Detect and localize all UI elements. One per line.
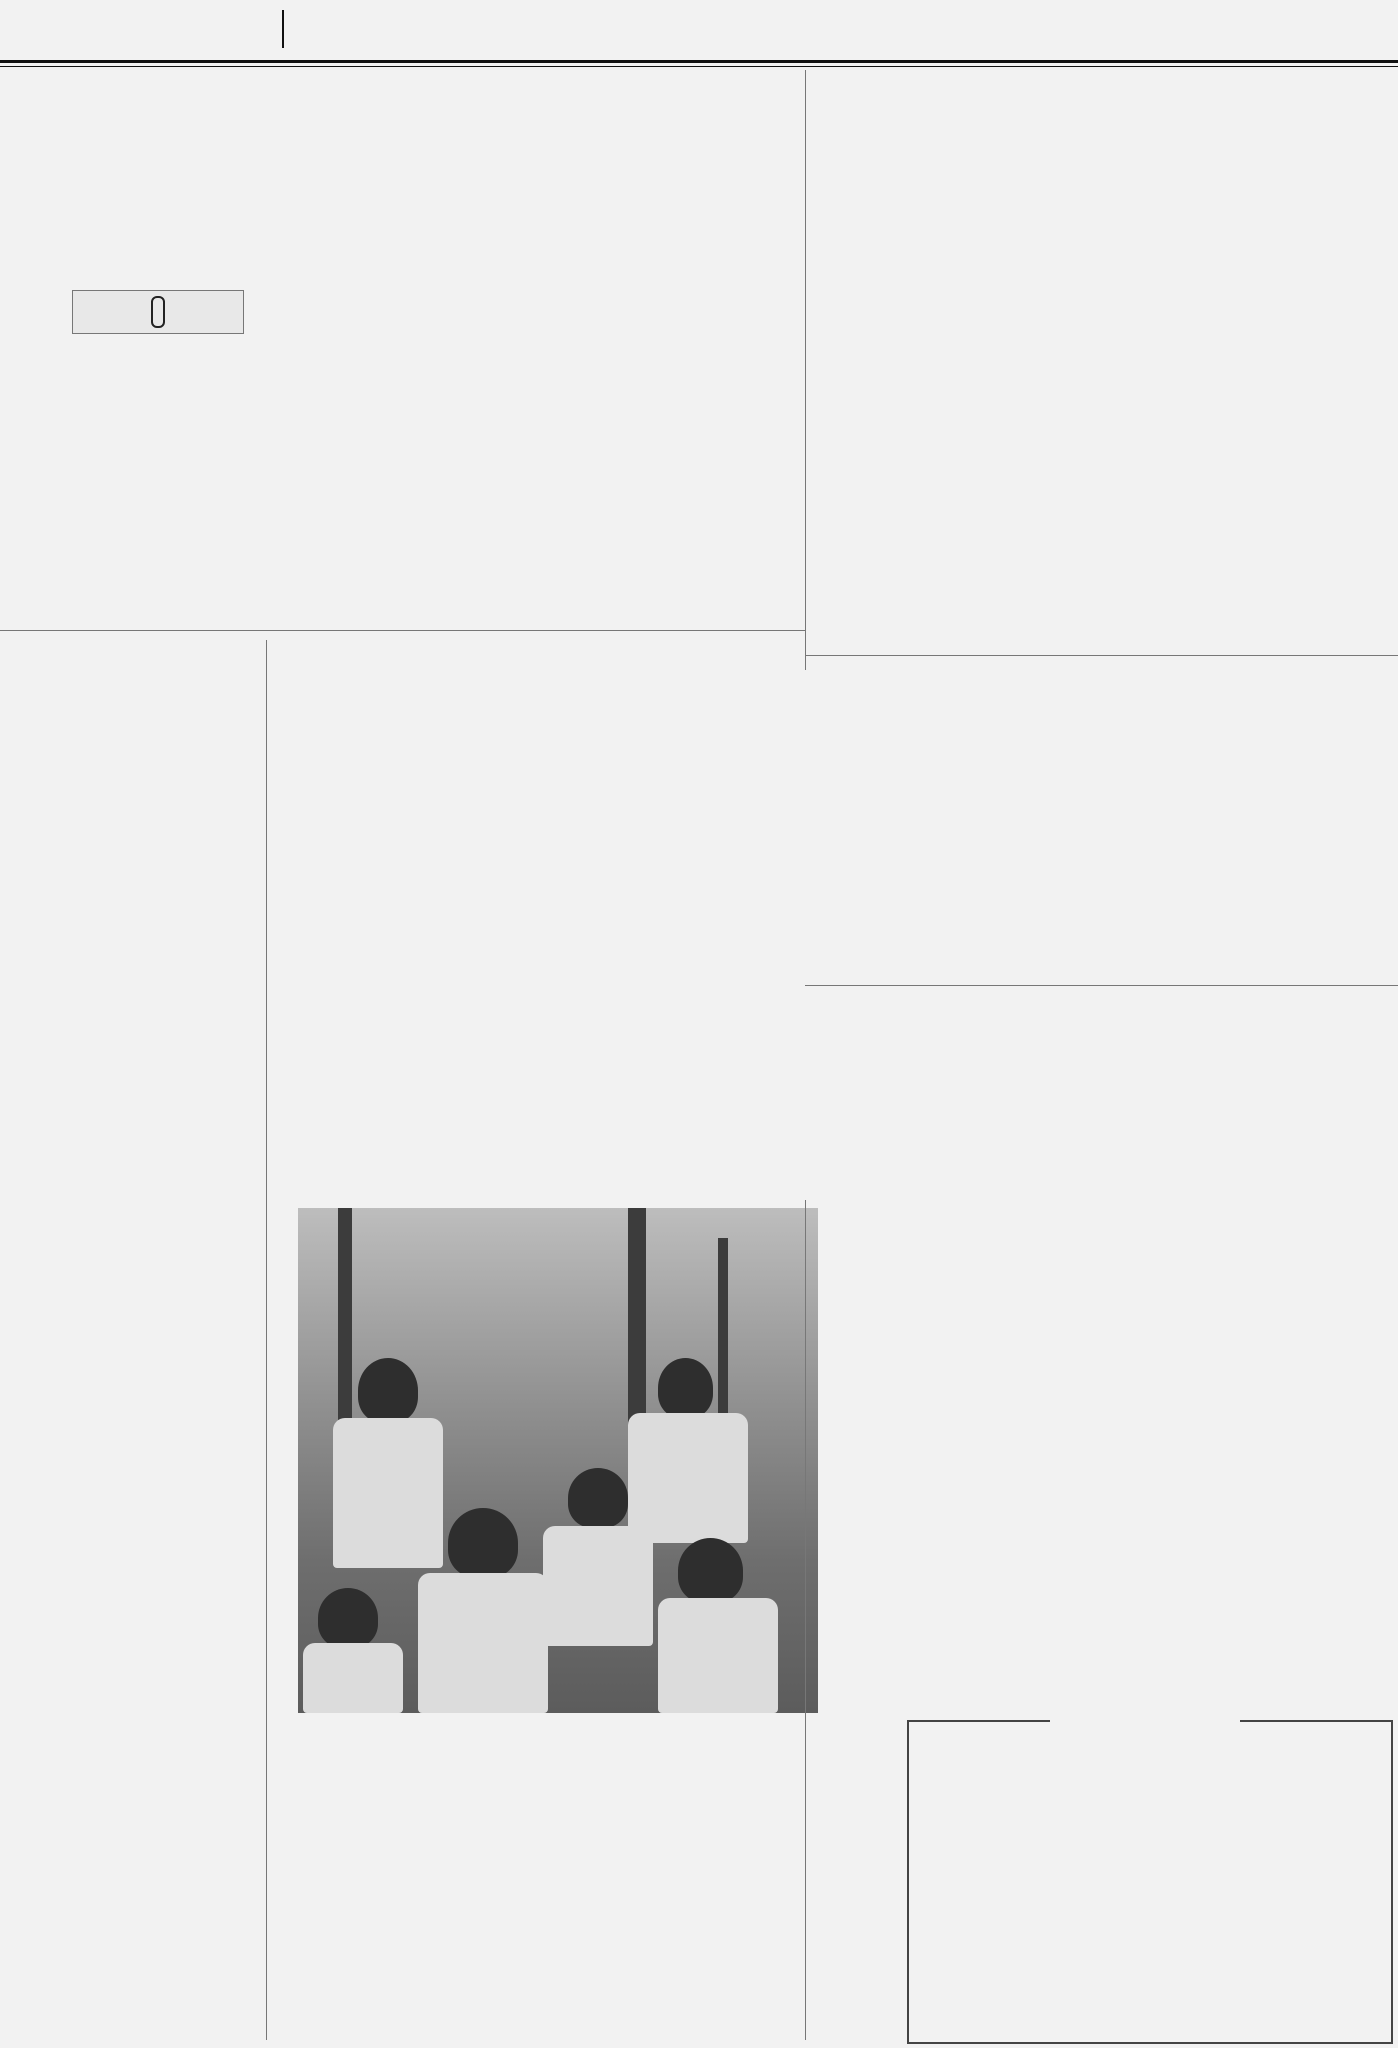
zhuifeng-banner <box>1050 1696 1240 1734</box>
henan-col2 <box>1103 1055 1391 1315</box>
column-divider <box>805 1200 806 2040</box>
child-jacket <box>418 1573 548 1713</box>
emeishan-col2 <box>542 1792 798 2040</box>
lead-col1 <box>8 345 256 620</box>
person-head <box>358 1358 418 1423</box>
thermometer-icon <box>151 296 165 328</box>
person-head <box>658 1358 713 1418</box>
column-divider <box>266 640 267 2040</box>
shanxi-col2 <box>1155 1778 1383 2033</box>
lead-col3 <box>534 258 790 620</box>
henan-col1 <box>815 1055 1093 1315</box>
section-rule <box>0 630 805 631</box>
guizhou-col1 <box>812 200 1097 650</box>
section-rule <box>805 985 1398 986</box>
header-rule-thin <box>0 66 1398 67</box>
child-head <box>448 1508 518 1578</box>
lead-col2 <box>266 258 524 620</box>
child-head <box>568 1468 628 1528</box>
child-jacket <box>658 1598 778 1713</box>
guangxi-col1 <box>815 735 1093 980</box>
tree-planting-photo <box>298 1208 818 1713</box>
emeishan-col1 <box>276 1792 532 2040</box>
header-separator <box>282 10 284 48</box>
minsheng-badge <box>72 290 244 334</box>
sichuan-body <box>8 732 254 1277</box>
volunteer-vest <box>333 1418 443 1568</box>
child-jacket <box>303 1643 403 1713</box>
header-rule <box>0 60 1398 63</box>
section-rule <box>805 655 1398 656</box>
guangxi-col2 <box>1103 735 1391 980</box>
gansu-body <box>8 1392 254 2040</box>
child-jacket <box>543 1526 653 1646</box>
child-head <box>318 1588 378 1648</box>
column-divider <box>805 70 806 670</box>
guizhou-col2 <box>1105 200 1391 650</box>
child-head <box>678 1538 743 1603</box>
shandong-col1 <box>276 745 532 1195</box>
volunteer-vest <box>628 1413 748 1543</box>
shanxi-col1 <box>918 1778 1146 2033</box>
shandong-col2 <box>542 745 798 1195</box>
